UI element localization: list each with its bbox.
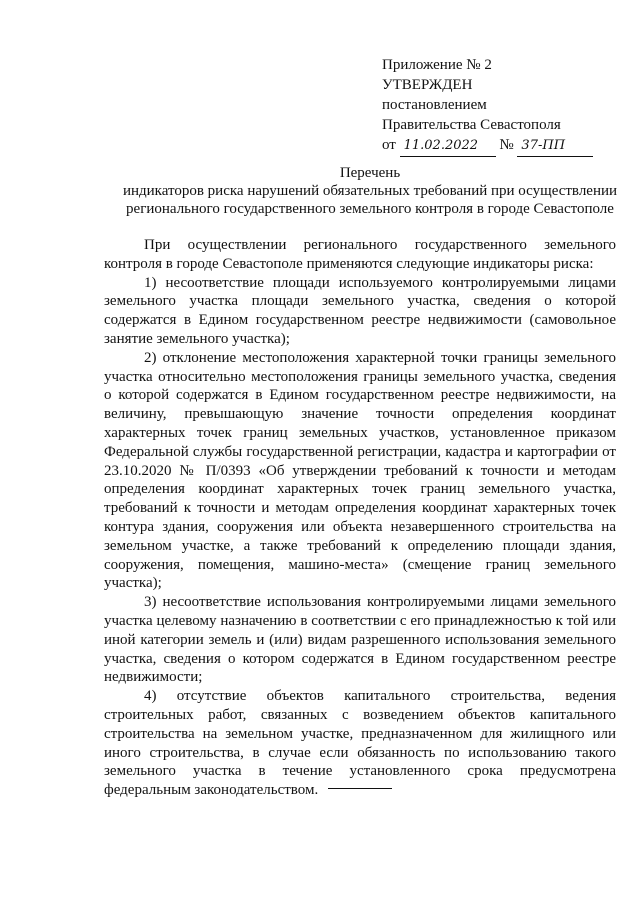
number-prefix: № xyxy=(499,137,514,153)
appendix-number: Приложение № 2 xyxy=(382,57,492,73)
document-subtitle-line-1: индикаторов риска нарушений обязательных требований при осуществлении xyxy=(122,183,618,199)
document-title: Перечень xyxy=(339,165,401,181)
indicator-2: 2) отклонение местоположения характерной точки границы земельного участка относительно местоположения границы земельного участка, сведения о которой содержатся в Едином государственном реестре недвижимости, на величину, превышающую значение точности определения координат характерных точек границ земельных участков, установленное приказом Федеральной службы государственной регистрации, кадастра и картографии от 23.10.2020 № П/0393 «Об утверждении требований к точности и методам определения координат характерных точек границ земельного участка, требований к точности и методам определения координат характерных точек контура здания, сооружения или объекта незавершенного строительства на земельном участке, а также требований к определению площади здания, сооружения, помещения, машино-места» (смещение границ земельного участка); xyxy=(104,349,616,592)
number-value: 37-ПП xyxy=(517,136,593,157)
document-subtitle-line-2: регионального государственного земельного контроля в городе Севастополе xyxy=(126,201,614,217)
approval-stamp xyxy=(382,55,593,157)
indicator-4: 4) отсутствие объектов капитального строительства, ведения строительных работ, связанных с возведением объектов капитального строительства на земельном участке, предназначенном для жилищного или иного строительства, в случае если обязанность по использованию такого земельного участка в течение установленного срока предусмотрена федеральным законодательством. xyxy=(104,688,616,799)
resolution-label: постановлением xyxy=(382,97,487,113)
date-value: 11.02.2022 xyxy=(400,136,496,157)
date-number-line xyxy=(382,135,593,157)
approved-label: УТВЕРЖДЕН xyxy=(382,77,473,93)
indicator-3: 3) несоответствие использования контролируемыми лицами земельного участка целевому назначению в соответствии с его принадлежностью к той или иной категории земель и (или) видам разрешенного использования земельного участка, сведения о котором содержатся в Едином государственном реестре недвижимости; xyxy=(104,594,616,686)
document-body xyxy=(104,236,616,800)
end-divider xyxy=(328,788,392,789)
intro-paragraph: При осуществлении регионального государственного земельного контроля в городе Севастополе применяются следующие индикаторы риска: xyxy=(104,237,616,272)
indicator-1: 1) несоответствие площади используемого контролируемыми лицами земельного участка площади земельного участка, сведения о которой содержатся в Едином государственном реестре недвижимости (самовольное занятие земельного участка); xyxy=(104,274,616,347)
government-label: Правительства Севастополя xyxy=(382,117,561,133)
date-prefix: от xyxy=(382,137,396,153)
